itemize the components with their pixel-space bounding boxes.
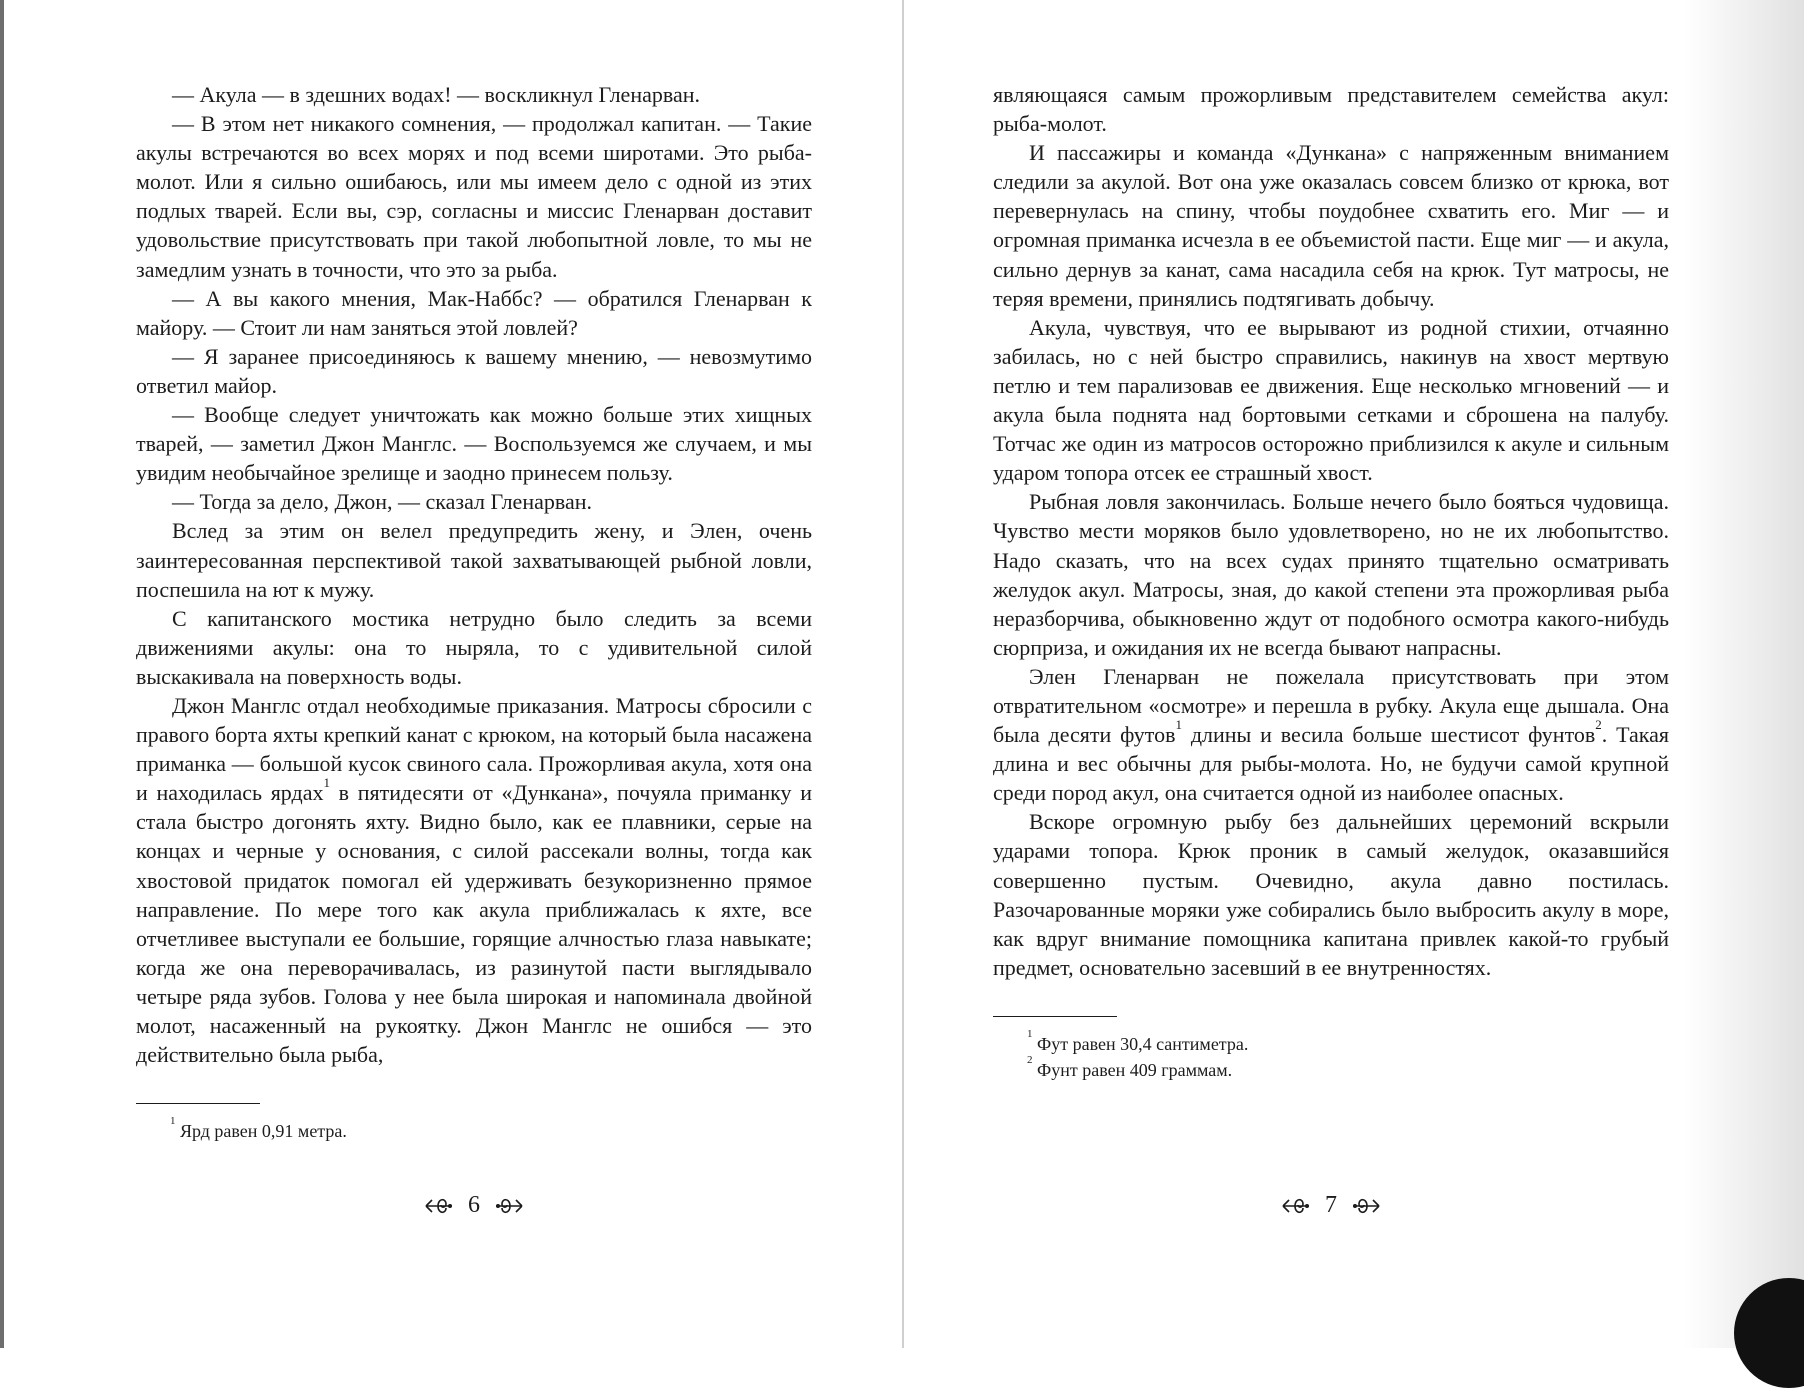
text-run: Джон Манглс отдал необходимые приказания. Матросы сбросили с правого борта яхты крепкий канат с крюком, на который была насажена приманка — большой кусок свиного сала. Прожорливая акула, хотя она и находилась ярдах — [136, 692, 812, 806]
left-page — [136, 80, 812, 1310]
paragraph: — Вообще следует уничтожать как можно больше этих хищных тварей, — заметил Джон Манглс. — Воспользуемся же случаем, и мы увидим необычайное зрелище и заодно принесем пользу. — [136, 402, 812, 486]
right-page — [993, 80, 1669, 1310]
paragraph-continuation: являющаяся самым прожорливым представителем семейства акул: рыба-молот. — [993, 82, 1669, 137]
text-run: . Такая длина и вес обычны для рыбы-молота. Но, не будучи самой крупной среди пород акул, она считается одной из наиболее опасных. — [993, 722, 1669, 806]
footnote-mark: 1 — [170, 1115, 176, 1128]
page-number: 6 — [468, 1192, 480, 1218]
footnote — [993, 1053, 1669, 1083]
page-shadow — [1684, 0, 1804, 1348]
fleuron-left-icon — [1279, 1193, 1311, 1219]
footnote — [993, 1027, 1669, 1057]
footnotes — [136, 1115, 812, 1144]
fleuron-left-icon — [422, 1193, 454, 1219]
text-run: в пятидесяти от «Дункана», почуяла приманку и стала быстро догонять яхту. Видно было, как ее плавники, серые на концах и черные у основания, с силой рассекали волны, тогда как хвостовой придаток помогал ей удерживать безукоризненно прямое направление. По мере того как акула приближалась к яхте, все отчетливее выступали ее большие, горящие алчностью глаза навыкате; когда же она переворачивалась, из разинутой пасти выглядывало четыре ряда зубов. Голова у нее была широкая и напоминала двойной молот, насаженный на рукоятку. Джон Манглс не ошибся — это действительно была рыба, — [136, 780, 812, 1068]
book-spine — [902, 0, 904, 1348]
fleuron-right-icon — [1351, 1193, 1383, 1219]
paragraph: — В этом нет никакого сомнения, — продолжал капитан. — Такие акулы встречаются во всех морях и под всеми широтами. Это рыба-молот. Или я сильно ошибаюсь, или мы имеем дело с одной из этих подлых тварей. Если вы, сэр, согласны и миссис Гленарван доставит удовольствие присутствовать при такой любопытной ловле, то мы не замедлим узнать в точности, что это за рыба. — [136, 111, 812, 282]
page-number-right — [993, 1192, 1669, 1219]
footnote — [136, 1115, 812, 1144]
paragraph: Вслед за этим он велел предупредить жену, и Элен, очень заинтересованная перспективой такой захватывающей рыбной ловли, поспешила на ют к мужу. — [136, 518, 812, 602]
footnote-ref[interactable]: 2 — [1595, 717, 1602, 733]
text-run: длины и весила больше шестисот фунтов — [1182, 722, 1596, 748]
page-number-left — [136, 1192, 812, 1219]
left-page-text — [136, 80, 812, 1069]
footnote-ref[interactable]: 1 — [323, 775, 330, 791]
footnote-rule — [136, 1103, 260, 1104]
paragraph: — Тогда за дело, Джон, — сказал Гленарван. — [172, 489, 592, 515]
footnote-text: Ярд равен 0,91 метра. — [175, 1121, 347, 1142]
paragraph: — А вы какого мнения, Мак-Наббс? — обратился Гленарван к майору. — Стоит ли нам заняться этой ловлей? — [136, 285, 812, 340]
right-page-text — [993, 80, 1669, 982]
paragraph: — Акула — в здешних водах! — воскликнул Гленарван. — [172, 82, 700, 107]
footnote-mark: 2 — [1027, 1053, 1033, 1066]
page-number: 7 — [1325, 1192, 1337, 1218]
paragraph: С капитанского мостика нетрудно было следить за всеми движениями акулы: она то ныряла, то с удивительной силой выскакивала на поверхность воды. — [136, 605, 812, 689]
paragraph — [136, 691, 812, 1069]
paragraph: Вскоре огромную рыбу без дальнейших церемоний вскрыли ударами топора. Крюк проник в самый желудок, оказавшийся совершенно пустым. Очевидно, акула давно постилась. Разочарованные моряки уже собирались было выбросить акулу в море, как вдруг внимание помощника капитана привлек какой-то грубый предмет, основательно засевший в ее внутренностях. — [993, 809, 1669, 980]
paragraph: Рыбная ловля закончилась. Больше нечего было бояться чудовища. Чувство мести моряков было удовлетворено, но не их любопытство. Надо сказать, что на всех судах принято тщательно осматривать желудок акул. Матросы, зная, до какой степени эта прожорливая рыба неразборчива, обыкновенно ждут от подобного осмотра какого-нибудь сюрприза, и ожидания их не всегда бывают напрасны. — [993, 489, 1669, 660]
text-run: Элен Гленарван не пожелала присутствовать при этом отвратительном «осмотре» и перешла в рубку. Акула еще дышала. Она была десяти футов — [993, 663, 1669, 748]
paragraph: И пассажиры и команда «Дункана» с напряженным вниманием следили за акулой. Вот она уже оказалась совсем близко от крюка, вот перевернулась на спину, чтобы поудобнее схватить его. Миг — и огромная приманка исчезла в ее объемистой пасти. Еще миг — и акула, сильно дернув за канат, сама насадила себя на крюк. Тут матросы, не теряя времени, принялись подтягивать добычу. — [993, 140, 1669, 311]
footnotes — [993, 1027, 1669, 1083]
paragraph: — Я заранее присоединяюсь к вашему мнению, — невозмутимо ответил майор. — [136, 343, 812, 398]
fleuron-right-icon — [494, 1193, 526, 1219]
footnote-rule — [993, 1016, 1117, 1017]
paragraph — [993, 662, 1669, 807]
footnote-text: Фут равен 30,4 сантиметра. — [1032, 1033, 1249, 1054]
footnote-text: Фунт равен 409 граммам. — [1032, 1059, 1233, 1080]
book-left-edge — [0, 0, 4, 1348]
paragraph: Акула, чувствуя, что ее вырывают из родной стихии, отчаянно забилась, но с ней быстро справились, накинув на хвост мертвую петлю и тем парализовав ее движения. Еще несколько мгновений — и акула была поднята над бортовыми сетками и сброшена на палубу. Тотчас же один из матросов осторожно приблизился к акуле и сильным ударом топора отсек ее страшный хвост. — [993, 314, 1669, 486]
footnote-mark: 1 — [1027, 1027, 1033, 1040]
footnote-ref[interactable]: 1 — [1175, 717, 1183, 733]
